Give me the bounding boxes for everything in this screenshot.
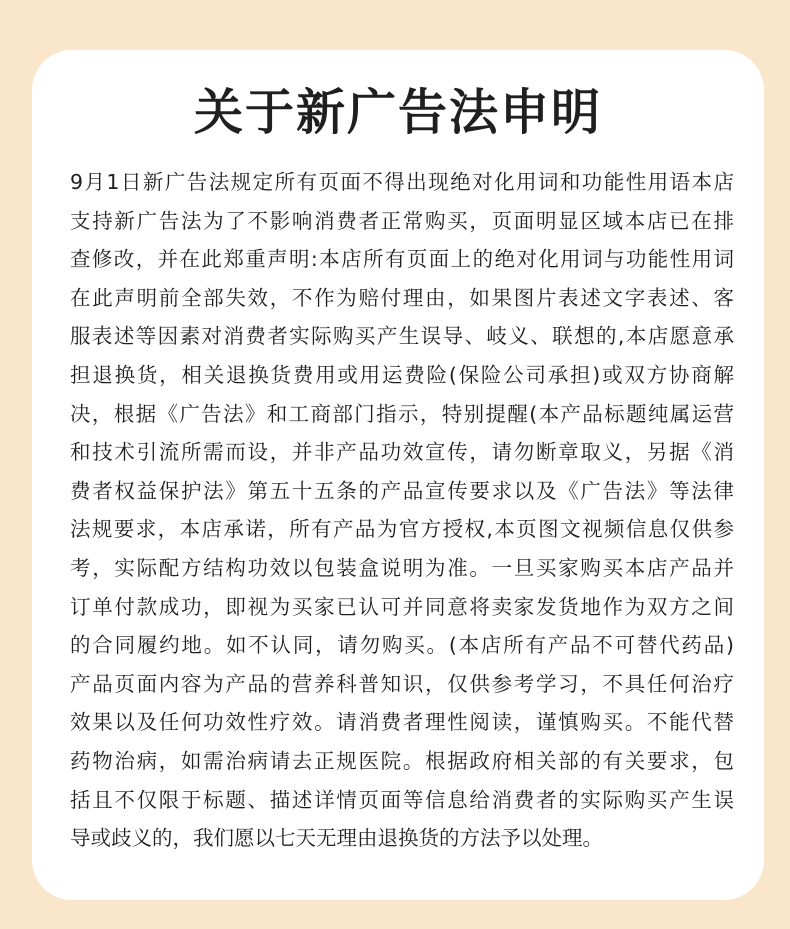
- notice-line: 产品页面内容为产品的营养科普知识，仅供参考学习，不具任何治疗: [70, 671, 734, 696]
- notice-line: 支持新广告法为了不影响消费者正常购买，页面明显区域本店已在排: [70, 208, 734, 233]
- notice-line: 导或歧义的，我们愿以七天无理由退换货的方法予以处理。: [70, 826, 603, 851]
- notice-line: 在此声明前全部失效，不作为赔付理由，如果图片表述文字表述、客: [70, 285, 734, 310]
- notice-card: [32, 50, 764, 900]
- notice-line: 查修改，并在此郑重声明:本店所有页面上的绝对化用词与功能性用词: [70, 247, 734, 272]
- notice-line: 药物治病，如需治病请去正规医院。根据政府相关部的有关要求，包: [70, 748, 734, 773]
- notice-line: 考，实际配方结构功效以包装盒说明为准。一旦买家购买本店产品并: [70, 555, 734, 580]
- notice-line: 9月1日新广告法规定所有页面不得出现绝对化用词和功能性用语本店: [70, 170, 734, 194]
- notice-line: 决，根据《广告法》和工商部门指示，特别提醒(本产品标题纯属运营: [70, 401, 734, 426]
- notice-body: [70, 163, 734, 858]
- notice-line: 订单付款成功，即视为买家已认可并同意将卖家发货地作为双方之间: [70, 594, 734, 619]
- notice-line: 费者权益保护法》第五十五条的产品宣传要求以及《广告法》等法律: [70, 478, 734, 503]
- notice-line: 和技术引流所需而设，并非产品功效宣传，请勿断章取义，另据《消: [70, 440, 734, 465]
- notice-line: 担退换货，相关退换货费用或用运费险(保险公司承担)或双方协商解: [70, 362, 734, 387]
- notice-line: 法规要求，本店承诺，所有产品为官方授权,本页图文视频信息仅供参: [70, 517, 734, 542]
- notice-line: 的合同履约地。如不认同，请勿购买。(本店所有产品不可替代药品): [70, 633, 734, 658]
- notice-line: 效果以及任何功效性疗效。请消费者理性阅读，谨慎购买。不能代替: [70, 710, 734, 735]
- notice-line: 括且不仅限于标题、描述详情页面等信息给消费者的实际购买产生误: [70, 787, 734, 812]
- notice-line: 服表述等因素对消费者实际购买产生误导、岐义、联想的,本店愿意承: [70, 324, 734, 349]
- page-title: 关于新广告法申明: [193, 84, 602, 141]
